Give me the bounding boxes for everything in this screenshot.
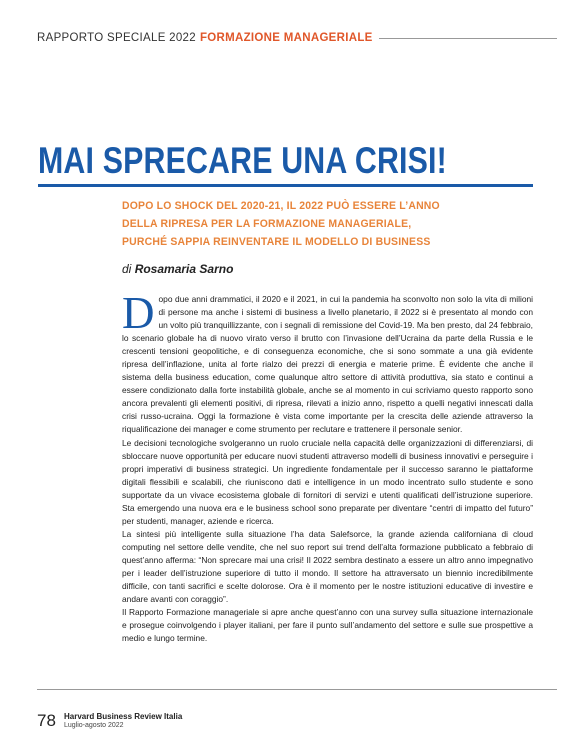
footer-divider — [37, 689, 557, 690]
title-underline — [38, 184, 533, 187]
issue-date: Luglio-agosto 2022 — [64, 722, 124, 729]
paragraph-text: opo due anni drammatici, il 2020 e il 2021, in cui la pandemia ha sconvolto non solo la vita di milioni di persone ma anche i sistemi di business a livello planetario, il 2022 si è presentato al mondo con un volto più tranquillizzante, con i segnali di remissione del Covid-19. Ma ben presto, dal 24 febbraio, lo scenario globale ha di nuovo virato verso il brutto con l’invasione dell’Ucraina da parte della Russia e le crescenti tensioni geopolitiche, e di conseguenza economiche, che si sono sommate a una già evidente ripresa dell’inflazione, unita al forte rialzo dei prezzi di energia e materie prime. È evidente che anche il sistema della business education, come qualunque altro settore di attività produttiva, sia stato e continui a essere condizionato dalla forte instabilità globale, anche se al momento in cui scriviamo questo rapporto sono ancora prevalenti gli elementi positivi, di ripresa, rilevati a inizio anno, rispetto a quelli negativi innescati dalla crisi russo-ucraina. Oggi la formazione è vista come importante per la crescita delle aziende attraverso la riqualificazione dei manager e come strumento per reclutare e trattenere il personale senior. — [122, 294, 533, 435]
article-title: MAI SPRECARE UNA CRISI! — [38, 140, 447, 181]
magazine-name: Harvard Business Review Italia — [64, 712, 183, 721]
header-divider — [379, 38, 557, 39]
author-name: Rosamaria Sarno — [134, 262, 234, 276]
paragraph: Il Rapporto Formazione manageriale si apre anche quest’anno con una survey sulla situazione internazionale e prosegue coinvolgendo i player italiani, per fare il punto sull’andamento del settore e sulle sue prospettive a medio e lungo termine. — [122, 607, 533, 644]
page-number: 78 — [37, 711, 56, 730]
section-label: RAPPORTO SPECIALE 2022 — [37, 32, 196, 44]
byline — [122, 262, 233, 276]
article-body — [122, 288, 533, 645]
running-header — [37, 31, 557, 45]
subtitle-line: DOPO LO SHOCK DEL 2020-21, IL 2022 PUÒ ESSERE L’ANNO — [122, 200, 440, 212]
article-subtitle — [122, 197, 542, 251]
paragraph: Le decisioni tecnologiche svolgeranno un ruolo cruciale nella capacità delle organizzazioni di differenziarsi, di sbloccare nuove opportunità per educare nuovi studenti attraverso modelli di business innovativi e perseguire i propri imperativi di business strategici. Un ingrediente fondamentale per il successo saranno le piattaforme digitali flessibili e scalabili, che riuniscono dati e intelligence in un modo incentrato sullo studente e sono supportate da un vivace ecosistema globale di fornitori di servizi e utenti qualificati dell’istruzione superiore. Sta emergendo una nuova era e le business school sono preparate per diventare “centri di impatto del futuro” per studenti, manager, aziende e ricerca. — [122, 437, 533, 526]
byline-prefix: di — [122, 262, 132, 276]
subtitle-line: DELLA RIPRESA PER LA FORMAZIONE MANAGERIALE, — [122, 218, 412, 230]
paragraph: La sintesi più intelligente sulla situazione l’ha data Salefsorce, la grande azienda californiana di cloud computing nel settore delle vendite, che nel suo report sui trend dell’alta formazione pubblicato a febbraio di quest’anno afferma: “Non sprecare mai una crisi! Il 2022 sembra destinato a essere un altro anno impegnativo per i leader dell’istruzione superiore di tutto il mondo. Il settore ha attraversato un biennio incredibilmente difficile, con tanti sacrifici e scelte dolorose. Ora è il momento per le nostre istituzioni educative di investire e andare avanti con coraggio”. — [122, 528, 533, 605]
paragraph — [122, 288, 533, 437]
subtitle-line: PURCHÉ SAPPIA REINVENTARE IL MODELLO DI BUSINESS — [122, 236, 431, 248]
topic-label: FORMAZIONE MANAGERIALE — [199, 32, 373, 44]
drop-cap: D — [122, 288, 155, 338]
